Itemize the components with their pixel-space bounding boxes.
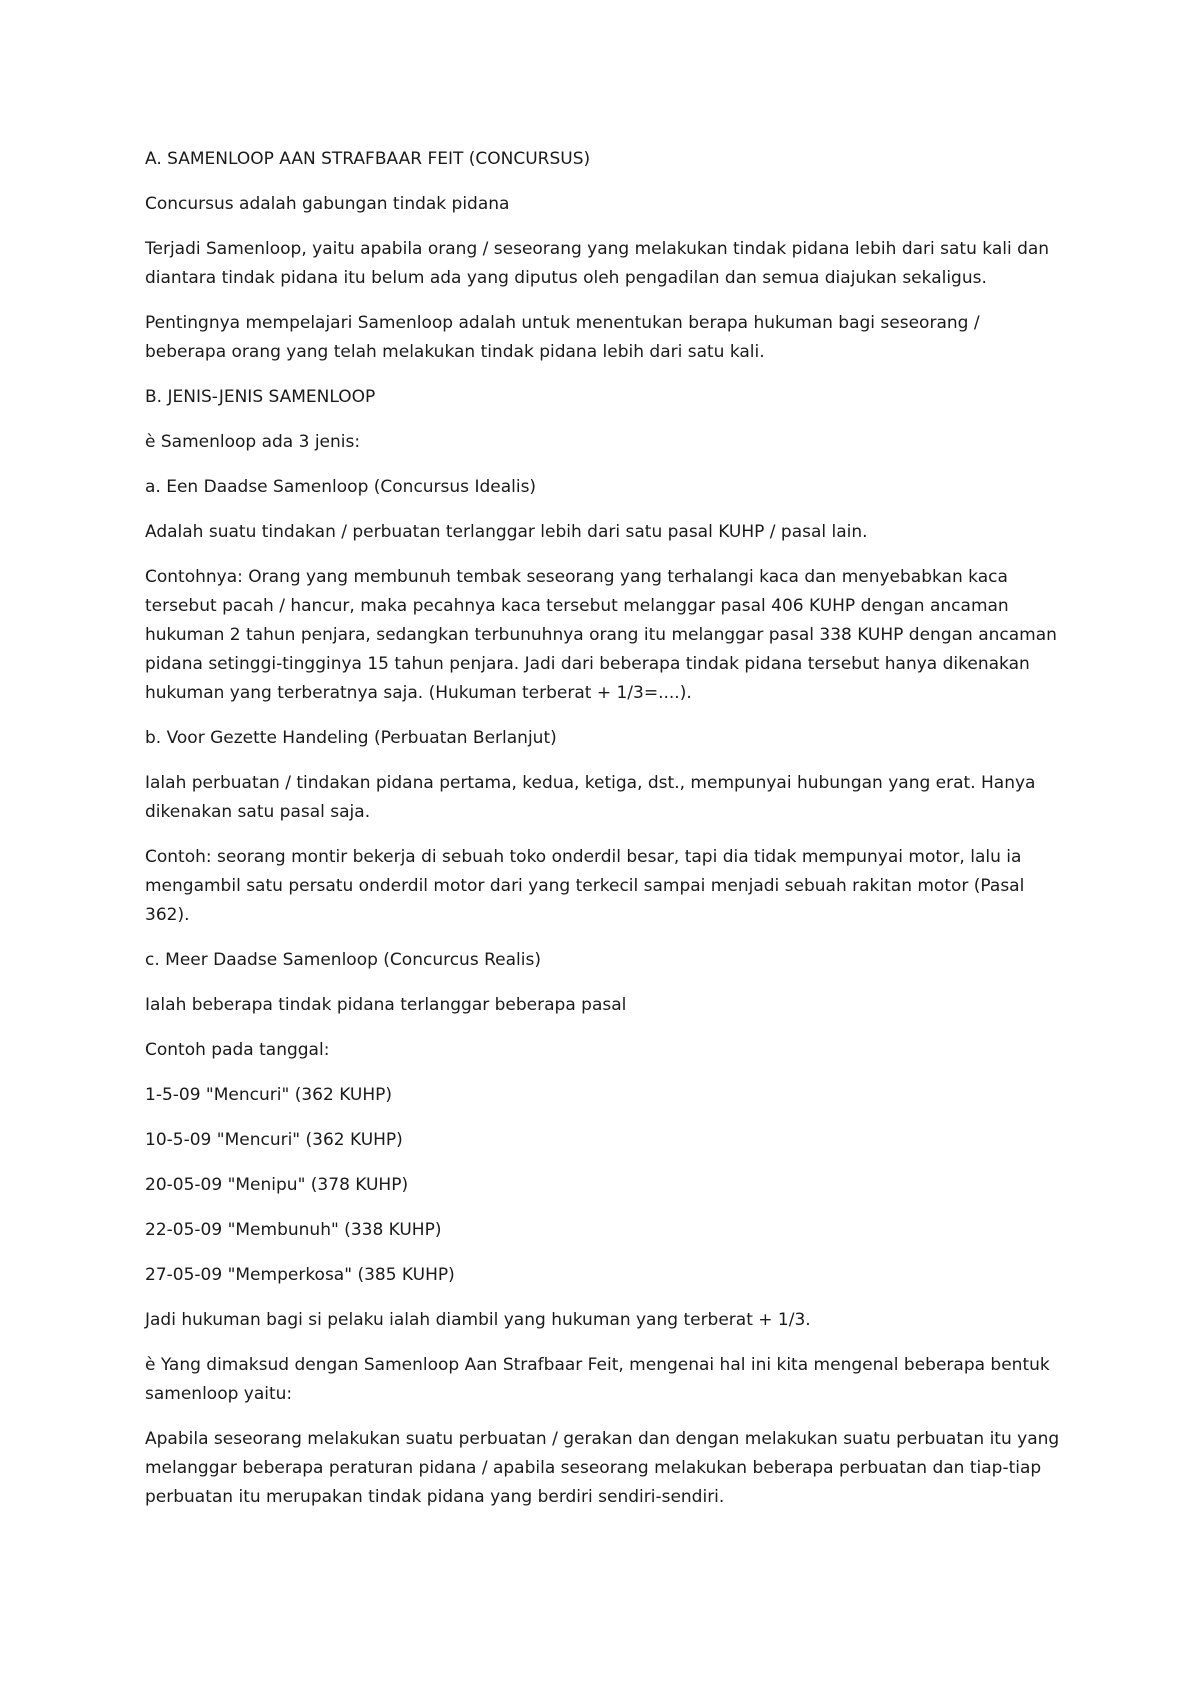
paragraph-jadi: Jadi hukuman bagi si pelaku ialah diambil yang hukuman yang terberat + 1/3. [145,1310,811,1330]
paragraph-terjadi: Terjadi Samenloop, yaitu apabila orang / seseorang yang melakukan tindak pidana lebih dari satu kali dan diantara tindak pidana itu belum ada yang diputus oleh pengadilan dan semua diajukan sekaligus. [145,239,1050,288]
subheading-c: c. Meer Daadse Samenloop (Concurcus Realis) [145,950,541,970]
list-item-date: 20-05-09 "Menipu" (378 KUHP) [145,1175,409,1195]
paragraph-a-example: Contohnya: Orang yang membunuh tembak seseorang yang terhalangi kaca dan menyebabkan kaca tersebut pacah / hancur, maka pecahnya kaca tersebut melanggar pasal 406 KUHP dengan ancaman hukuman 2 tahun penjara, sedangkan terbunuhnya orang itu melanggar pasal 338 KUHP dengan ancaman pidana setinggi-tingginya 15 tahun penjara. Jadi dari beberapa tindak pidana tersebut hanya dikenakan hukuman yang terberatnya saja. (Hukuman terberat + 1/3=....). [145,567,1057,703]
paragraph-ada-3-jenis: è Samenloop ada 3 jenis: [145,432,361,452]
paragraph-c-definition: Ialah beberapa tindak pidana terlanggar beberapa pasal [145,995,627,1015]
subheading-a: a. Een Daadse Samenloop (Concursus Idealis) [145,477,537,497]
paragraph-a-definition: Adalah suatu tindakan / perbuatan terlanggar lebih dari satu pasal KUHP / pasal lain. [145,522,868,542]
subheading-b: b. Voor Gezette Handeling (Perbuatan Berlanjut) [145,728,557,748]
list-item-date: 27-05-09 "Memperkosa" (385 KUHP) [145,1265,455,1285]
paragraph-dimaksud: è Yang dimaksud dengan Samenloop Aan Strafbaar Feit, mengenai hal ini kita mengenal beberapa bentuk samenloop yaitu: [145,1355,1050,1404]
paragraph-b-definition: Ialah perbuatan / tindakan pidana pertama, kedua, ketiga, dst., mempunyai hubungan yang erat. Hanya dikenakan satu pasal saja. [145,773,1036,822]
heading-section-b: B. JENIS-JENIS SAMENLOOP [145,387,376,407]
paragraph-pentingnya: Pentingnya mempelajari Samenloop adalah untuk menentukan berapa hukuman bagi seseorang / beberapa orang yang telah melakukan tindak pidana lebih dari satu kali. [145,313,980,362]
document-body [145,145,1065,1528]
paragraph-apabila: Apabila seseorang melakukan suatu perbuatan / gerakan dan dengan melakukan suatu perbuatan itu yang melanggar beberapa peraturan pidana / apabila seseorang melakukan beberapa perbuatan dan tiap-tiap perbuatan itu merupakan tindak pidana yang berdiri sendiri-sendiri. [145,1429,1060,1507]
paragraph-definition: Concursus adalah gabungan tindak pidana [145,194,510,214]
list-item-date: 10-5-09 "Mencuri" (362 KUHP) [145,1130,403,1150]
list-item-date: 22-05-09 "Membunuh" (338 KUHP) [145,1220,442,1240]
paragraph-c-example-label: Contoh pada tanggal: [145,1040,330,1060]
paragraph-b-example: Contoh: seorang montir bekerja di sebuah toko onderdil besar, tapi dia tidak mempunyai motor, lalu ia mengambil satu persatu onderdil motor dari yang terkecil sampai menjadi sebuah rakitan motor (Pasal 362). [145,847,1025,925]
heading-section-a: A. SAMENLOOP AAN STRAFBAAR FEIT (CONCURSUS) [145,149,591,169]
list-item-date: 1-5-09 "Mencuri" (362 KUHP) [145,1085,392,1105]
